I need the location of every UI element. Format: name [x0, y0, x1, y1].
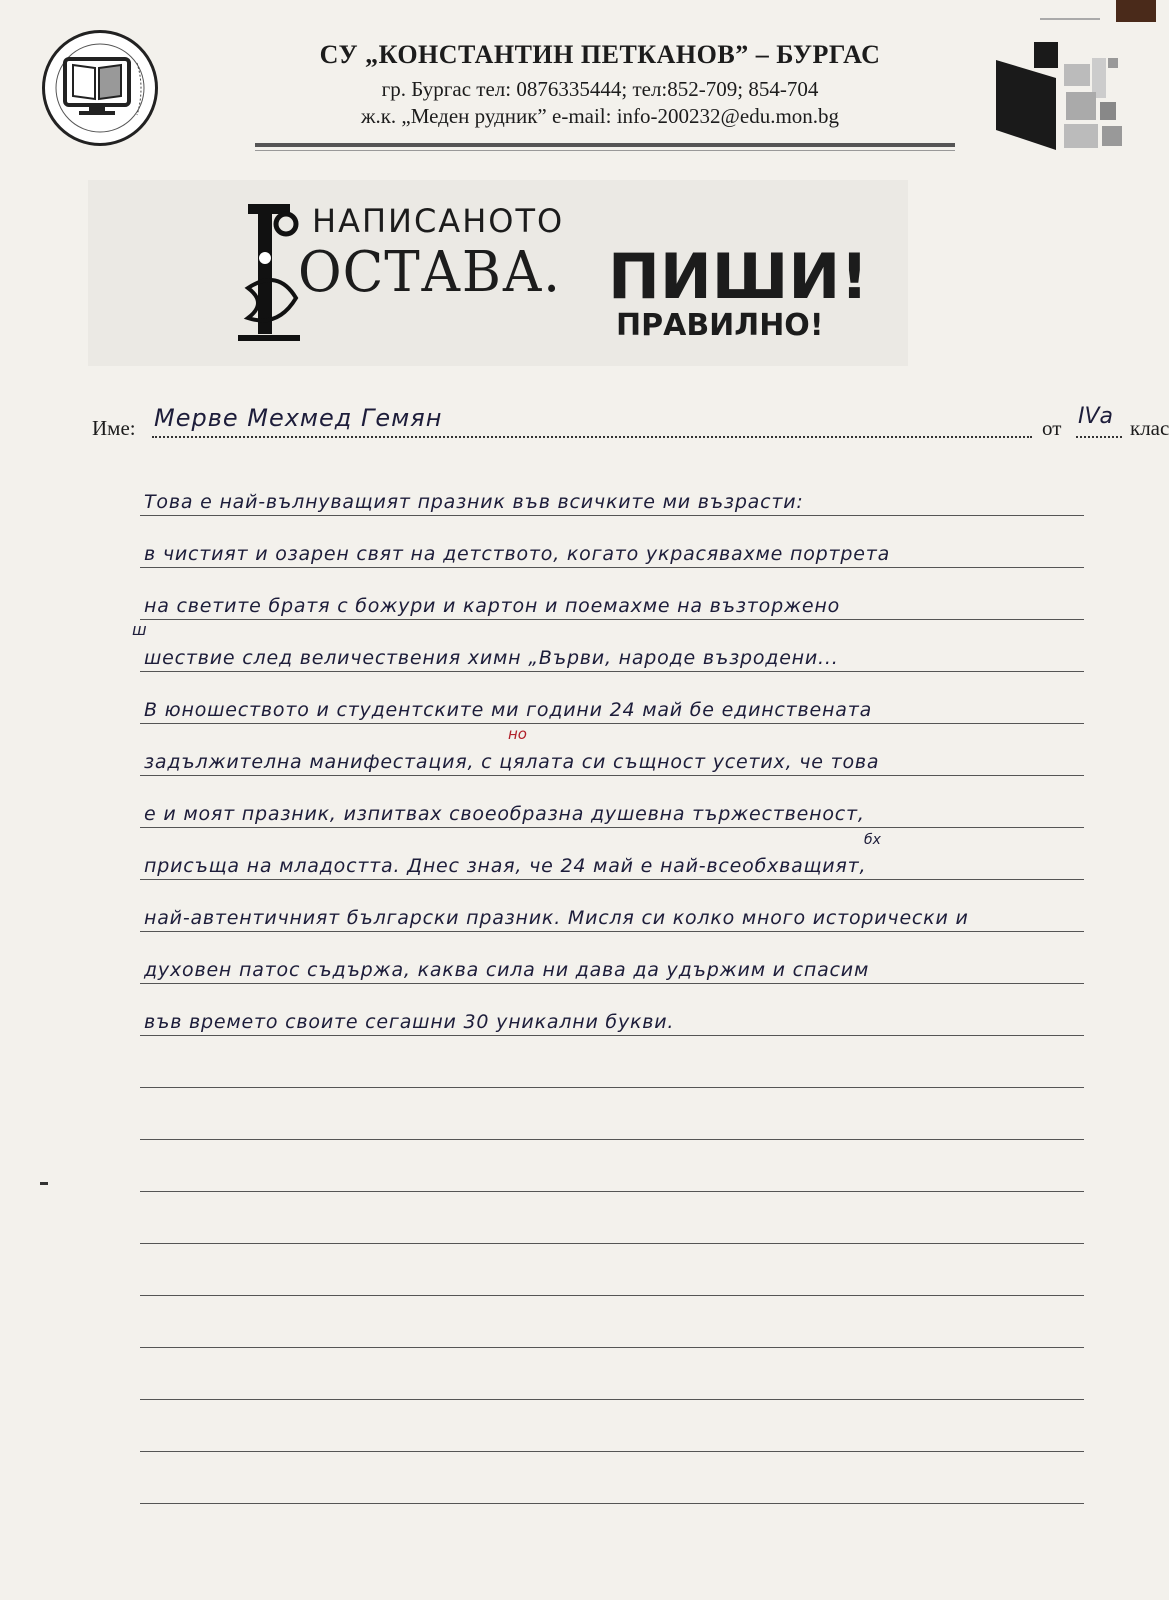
essay-line: на светите братя с божури и картон и поемахме на възторжено	[144, 595, 841, 617]
essay-line: във времето своите сегашни 30 уникални букви.	[144, 1011, 675, 1033]
class-prefix-label: от	[1042, 416, 1062, 440]
ruled-line	[140, 1243, 1084, 1244]
essay-line: шествие след величествения химн „Върви, народе възродени...	[144, 647, 839, 669]
contact-phone-line: гр. Бургас тел: 0876335444; тел:852-709; 854-704	[381, 77, 819, 101]
margin-mark	[40, 1182, 48, 1185]
banner-title-line1: НАПИСАНОТО	[312, 202, 565, 240]
school-name: СУ „КОНСТАНТИН ПЕТКАНОВ” – БУРГАС	[319, 40, 881, 69]
ruled-line	[140, 567, 1084, 568]
school-book-computer-logo-icon	[42, 30, 158, 146]
banner-title-line3: ПИШИ!	[608, 240, 869, 313]
teacher-insert-correction: но	[508, 725, 527, 743]
writing-campaign-banner	[88, 180, 908, 366]
class-dotted-line	[1076, 436, 1122, 438]
class-value: IVа	[1078, 404, 1114, 429]
essay-line: в чистият и озарен свят на детството, когато украсявахме портрета	[144, 543, 891, 565]
school-letterhead	[0, 0, 1156, 165]
essay-line: Това е най-вълнуващият празник във всичките ми възрасти:	[144, 491, 804, 513]
essay-line: задължителна манифестация, с цялата си същност усетих, че това	[144, 751, 880, 773]
essay-line: В юношеството и студентските ми години 24 май бе единствената	[144, 699, 873, 721]
name-dotted-line	[152, 436, 1032, 438]
banner-title-line4: ПРАВИЛНО!	[616, 308, 824, 343]
ruled-line	[140, 1399, 1084, 1400]
contact-email-line: ж.к. „Меден рудник” e-mail: info-200232@edu.mon.bg	[360, 104, 840, 128]
ruled-line	[140, 983, 1084, 984]
ruled-line	[140, 1191, 1084, 1192]
class-suffix-label: клас	[1130, 416, 1169, 440]
header-divider-thin	[255, 150, 955, 151]
essay-line: присъща на младостта. Днес зная, че 24 май е най-всеобхващият,	[144, 855, 867, 877]
ruled-line	[140, 723, 1084, 724]
innovative-school-logo-icon	[996, 40, 1131, 160]
ruled-line	[140, 1347, 1084, 1348]
essay-line: най-автентичният български празник. Мисля си колко много исторически и	[144, 907, 969, 929]
ruled-line	[140, 515, 1084, 516]
ruled-line	[140, 1503, 1084, 1504]
ruled-line	[140, 827, 1084, 828]
syllable-correction: бх	[864, 832, 881, 848]
school-contact-info	[230, 76, 970, 130]
ruled-line	[140, 1451, 1084, 1452]
ruled-line	[140, 879, 1084, 880]
essay-line: е и моят празник, изпитвах своеобразна душевна тържественост,	[144, 803, 865, 825]
ruled-line	[140, 671, 1084, 672]
student-name-row	[92, 404, 1169, 450]
ruled-line	[140, 931, 1084, 932]
ruled-line	[140, 1035, 1084, 1036]
essay-lined-area	[132, 470, 1084, 1510]
name-label: Име:	[92, 416, 136, 440]
ruled-line	[140, 1295, 1084, 1296]
ruled-line	[140, 775, 1084, 776]
header-divider	[255, 143, 955, 147]
superscript-letter-correction: ш	[132, 620, 147, 639]
banner-title-line2: ОСТАВА.	[298, 240, 562, 305]
ruled-line	[140, 619, 1084, 620]
student-name-value: Мерве Мехмед Гемян	[154, 404, 443, 432]
essay-line: духовен патос съдържа, каква сила ни дава да удържим и спасим	[144, 959, 870, 981]
ruled-line	[140, 1139, 1084, 1140]
ruled-line	[140, 1087, 1084, 1088]
